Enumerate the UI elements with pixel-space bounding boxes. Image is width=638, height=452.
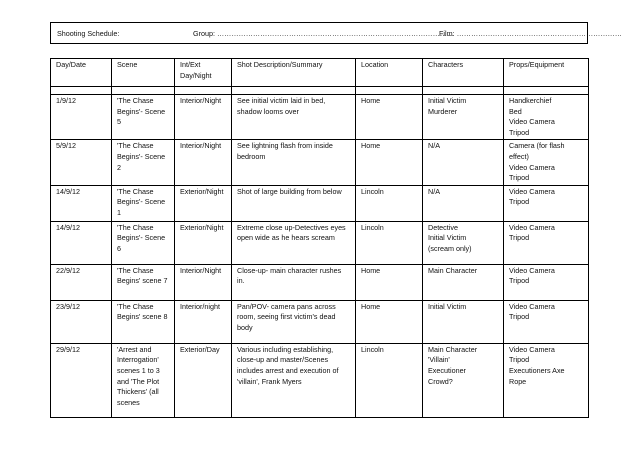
cell-characters: N/A — [423, 140, 504, 185]
cell-intext: Exterior/Night — [175, 185, 232, 221]
cell-location: Lincoln — [356, 221, 423, 264]
cell-intext: Interior/Night — [175, 140, 232, 185]
cell-scene: 'The Chase Begins'- Scene 6 — [112, 221, 175, 264]
cell-characters: Detective Initial Victim (scream only) — [423, 221, 504, 264]
cell-scene: 'The Chase Begins'- Scene 2 — [112, 140, 175, 185]
cell-date: 14/9/12 — [51, 221, 112, 264]
table-header-row — [51, 59, 589, 87]
column-header-location: Location — [356, 59, 423, 87]
cell-props: Video Camera Tripod — [504, 185, 589, 221]
cell-description: See lightning flash from inside bedroom — [232, 140, 356, 185]
table-row — [51, 221, 589, 264]
column-header-intext: Int/Ext Day/Night — [175, 59, 232, 87]
column-header-description: Shot Description/Summary — [232, 59, 356, 87]
cell-location: Home — [356, 264, 423, 300]
cell-props: Video Camera Tripod Executioners Axe Rope — [504, 343, 589, 417]
cell-location: Lincoln — [356, 343, 423, 417]
cell-location: Lincoln — [356, 185, 423, 221]
cell-characters: N/A — [423, 185, 504, 221]
shooting-schedule-label: Shooting Schedule: — [57, 29, 120, 38]
cell-props: Camera (for flash effect) Video Camera Tripod — [504, 140, 589, 185]
cell-characters: Initial Victim — [423, 300, 504, 343]
cell-scene: 'The Chase Begins' scene 8 — [112, 300, 175, 343]
cell-characters: Main Character — [423, 264, 504, 300]
cell-props: Video Camera Tripod — [504, 264, 589, 300]
cell-scene: 'The Chase Begins'- Scene 5 — [112, 95, 175, 140]
cell-description: Close-up- main character rushes in. — [232, 264, 356, 300]
cell-description: Various including establishing, close-up and master/Scenes includes arrest and execution of 'villain', Frank Myers — [232, 343, 356, 417]
column-header-date: Day/Date — [51, 59, 112, 87]
cell-description: Pan/POV- camera pans across room, seeing first victim's dead body — [232, 300, 356, 343]
cell-intext: Interior/Night — [175, 264, 232, 300]
table-row — [51, 300, 589, 343]
table-row — [51, 95, 589, 140]
cell-date: 29/9/12 — [51, 343, 112, 417]
cell-description: Shot of large building from below — [232, 185, 356, 221]
table-row — [51, 343, 589, 417]
cell-intext: Interior/Night — [175, 95, 232, 140]
cell-date: 14/9/12 — [51, 185, 112, 221]
column-header-characters: Characters — [423, 59, 504, 87]
table-spacer-row — [51, 87, 589, 95]
column-header-scene: Scene — [112, 59, 175, 87]
shooting-schedule-table — [50, 58, 589, 418]
cell-scene: 'The Chase Begins' scene 7 — [112, 264, 175, 300]
table-row — [51, 264, 589, 300]
cell-props: Handkerchief Bed Video Camera Tripod — [504, 95, 589, 140]
cell-date: 5/9/12 — [51, 140, 112, 185]
column-header-props: Props/Equipment — [504, 59, 589, 87]
cell-description: See initial victim laid in bed, shadow looms over — [232, 95, 356, 140]
cell-location: Home — [356, 300, 423, 343]
cell-props: Video Camera Tripod — [504, 221, 589, 264]
cell-props: Video Camera Tripod — [504, 300, 589, 343]
cell-characters: Initial Victim Murderer — [423, 95, 504, 140]
cell-scene: 'Arrest and Interrogation' scenes 1 to 3 and 'The Plot Thickens' (all scenes — [112, 343, 175, 417]
cell-location: Home — [356, 95, 423, 140]
cell-date: 22/9/12 — [51, 264, 112, 300]
cell-intext: Interior/night — [175, 300, 232, 343]
cell-intext: Exterior/Night — [175, 221, 232, 264]
schedule-header-box — [50, 22, 622, 44]
cell-date: 1/9/12 — [51, 95, 112, 140]
cell-intext: Exterior/Day — [175, 343, 232, 417]
cell-description: Extreme close up-Detectives eyes open wide as he hears scream — [232, 221, 356, 264]
table-row — [51, 185, 589, 221]
cell-location: Home — [356, 140, 423, 185]
cell-characters: Main Character 'Villain' Executioner Crowd? — [423, 343, 504, 417]
film-field: Film: …………………………………………………………… — [439, 29, 622, 38]
table-row — [51, 140, 589, 185]
cell-date: 23/9/12 — [51, 300, 112, 343]
group-field: Group: ……………………………………………………………………………………… — [193, 29, 455, 38]
cell-scene: 'The Chase Begins'- Scene 1 — [112, 185, 175, 221]
